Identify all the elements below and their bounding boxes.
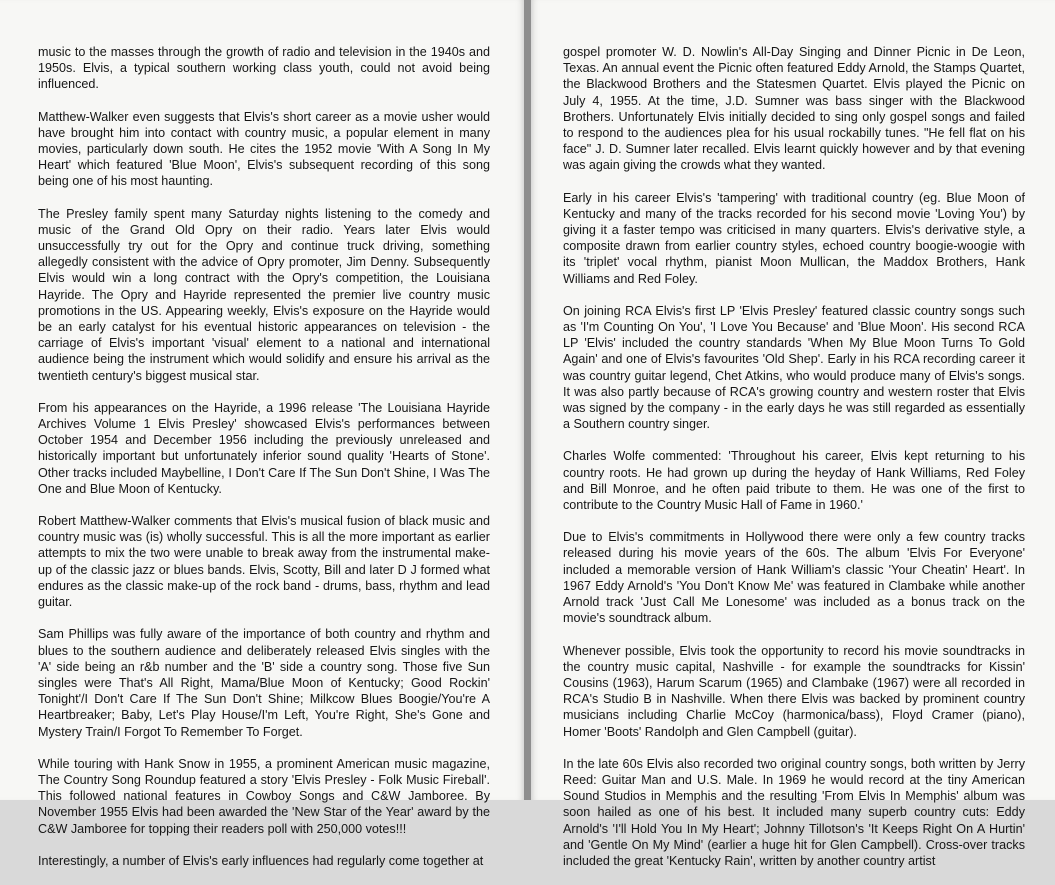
page-gutter — [524, 0, 531, 800]
paragraph: music to the masses through the growth of radio and television in the 1940s and 1950s. Elvis, a typical southern working class youth, could not avoid being influenced. — [38, 45, 490, 92]
paragraph: Charles Wolfe commented: 'Throughout his career, Elvis kept returning to his country roots. He had grown up during the heyday of Hank Williams, Red Foley and Bill Monroe, and he often paid tribute to them. He was one of the first to contribute to the Country Music Hall of Fame in 1960.' — [563, 449, 1025, 513]
paragraph: On joining RCA Elvis's first LP 'Elvis Presley' featured classic country songs such as 'I'm Counting On You', 'I Love You Because' and 'Blue Moon'. His second RCA LP 'Elvis' included the country standards 'When My Blue Moon Turns To Gold Again' and one of Elvis's favourites 'Old Shep'. Early in his RCA recording career it was country guitar legend, Chet Atkins, who would produce many of Elvis's songs. It was also partly because of RCA's growing country and western roster that Elvis was signed by the company - in the early days he was still regarded as essentially a Southern country singer. — [563, 303, 1025, 432]
paragraph: Whenever possible, Elvis took the opportunity to record his movie soundtracks in the country music capital, Nashville - for example the soundtracks for Kissin' Cousins (1963), Harum Scarum (1965) and Clambake (1967) were all recorded in RCA's Studio B in Nashville. When there Elvis was backed by prominent country musicians including Charlie McCoy (harmonica/bass), Floyd Cramer (piano), Homer 'Boots' Randolph and Glen Campbell (guitar). — [563, 643, 1025, 739]
left-page — [0, 0, 524, 868]
paragraph: Due to Elvis's commitments in Hollywood there were only a few country tracks released during his movie years of the 60s. The album 'Elvis For Everyone' included a memorable version of Hank William's classic 'Your Cheatin' Heart'. In 1967 Eddy Arnold's 'You Don't Know Me' was featured in Clambake while another Arnold track 'Just Call Me Lonesome' was included as a bonus track on the movie's soundtrack album. — [563, 530, 1025, 626]
paragraph: From his appearances on the Hayride, a 1996 release 'The Louisiana Hayride Archives Volume 1 Elvis Presley' showcased Elvis's performances between October 1954 and December 1956 including the previously unreleased and historically important but unfortunately inferior sound quality 'Hearts of Stone'. Other tracks included Maybelline, I Don't Care If The Sun Don't Shine, I Was The One and Blue Moon of Kentucky. — [38, 400, 490, 496]
right-text-column — [563, 44, 1025, 885]
paragraph: Early in his career Elvis's 'tampering' with traditional country (eg. Blue Moon of Kentucky and many of the tracks recorded for his second movie 'Loving You') by giving it a faster tempo was criticised in many quarters. Elvis's derivative style, a composite drawn from earlier country styles, echoed country boogie-woogie with its 'triplet' vocal rhythm, pianist Moon Mullican, the Maddox Brothers, Hank Williams and Red Foley. — [563, 190, 1025, 286]
paragraph: Matthew-Walker even suggests that Elvis's short career as a movie usher would have brought him into contact with country music, a popular element in many movies, particularly down south. He cites the 1952 movie 'With A Song In My Heart' which featured 'Blue Moon', Elvis's subsequent recording of this song being one of his most haunting. — [38, 109, 490, 189]
paragraph: While touring with Hank Snow in 1955, a prominent American music magazine, The Country Song Roundup featured a story 'Elvis Presley - Folk Music Fireball'. This followed national features in Cowboy Songs and C&W Jamboree. By November 1955 Elvis had been awarded the 'New Star of the Year' award by the C&W Jamboree for topping their readers poll with 250,000 votes!!! — [38, 756, 490, 836]
paragraph: In the late 60s Elvis also recorded two original country songs, both written by Jerry Reed: Guitar Man and U.S. Male. In 1969 he would record at the tiny American Sound Studios in Memphis and the resulting 'From Elvis In Memphis' album was soon hailed as one of his best. It included many superb country cuts: Eddy Arnold's 'I'll Hold You In My Heart'; Johnny Tillotson's 'It Keeps Right On A Hurtin' and 'Gentle On My Mind' (earlier a huge hit for Glen Campbell). Cross-over tracks included the great 'Kentucky Rain', written by another country artist — [563, 756, 1025, 868]
right-page — [531, 0, 1055, 868]
paragraph: gospel promoter W. D. Nowlin's All-Day Singing and Dinner Picnic in De Leon, Texas. An annual event the Picnic often featured Eddy Arnold, the Stamps Quartet, the Blackwood Brothers and the Statesmen Quartet. Elvis played the Picnic on July 4, 1955. At the time, J.D. Sumner was bass singer with the Blackwood Brothers. Unfortunately Elvis initially decided to sing only gospel songs and failed to respond to the audiences plea for his usual rockabilly tunes. "He fell flat on his face" J. D. Sumner later recalled. Elvis learnt quickly however and by that evening was again giving the crowds what they wanted. — [563, 45, 1025, 173]
paragraph: Interestingly, a number of Elvis's early influences had regularly come together at — [38, 853, 484, 868]
paragraph: The Presley family spent many Saturday nights listening to the comedy and music of the Grand Old Opry on their radio. Years later Elvis would unsuccessfully try out for the Opry and continue truck driving, something allegedly consistent with the advice of Opry promoter, Jim Denny. Subsequently Elvis would win a long contract with the Opry's competition, the Louisiana Hayride. The Opry and Hayride represented the premier live country music promotions in the US. Appearing weekly, Elvis's exposure on the Hayride would be an early catalyst for his eventual historic appearances on television - the carriage of Elvis's important 'visual' element to a national and international audience being the instrument which would solidify and ensure his arrival as the twentieth century's biggest musical star. — [38, 206, 490, 383]
paragraph: Sam Phillips was fully aware of the importance of both country and rhythm and blues to the southern audience and deliberately released Elvis singles with the 'A' side being an r&b number and the 'B' side a country song. Those five Sun singles were That's All Right, Mama/Blue Moon of Kentucky; Good Rockin' Tonight'/I Don't Care If The Sun Don't Shine; Milkcow Blues Boogie/You're A Heartbreaker; Baby, Let's Play House/I'm Left, You're Right, She's Gone and Mystery Train/I Forgot To Remember To Forget. — [38, 627, 490, 739]
left-text-column — [38, 44, 490, 885]
paragraph: Robert Matthew-Walker comments that Elvis's musical fusion of black music and country music was (is) wholly successful. This is all the more important as earlier attempts to mix the two were unable to break away from the instrumental make-up of the classic jazz or blues bands. Elvis, Scotty, Bill and later D J formed what endures as the classic make-up of the rock band - drums, bass, rhythm and lead guitar. — [38, 514, 490, 610]
